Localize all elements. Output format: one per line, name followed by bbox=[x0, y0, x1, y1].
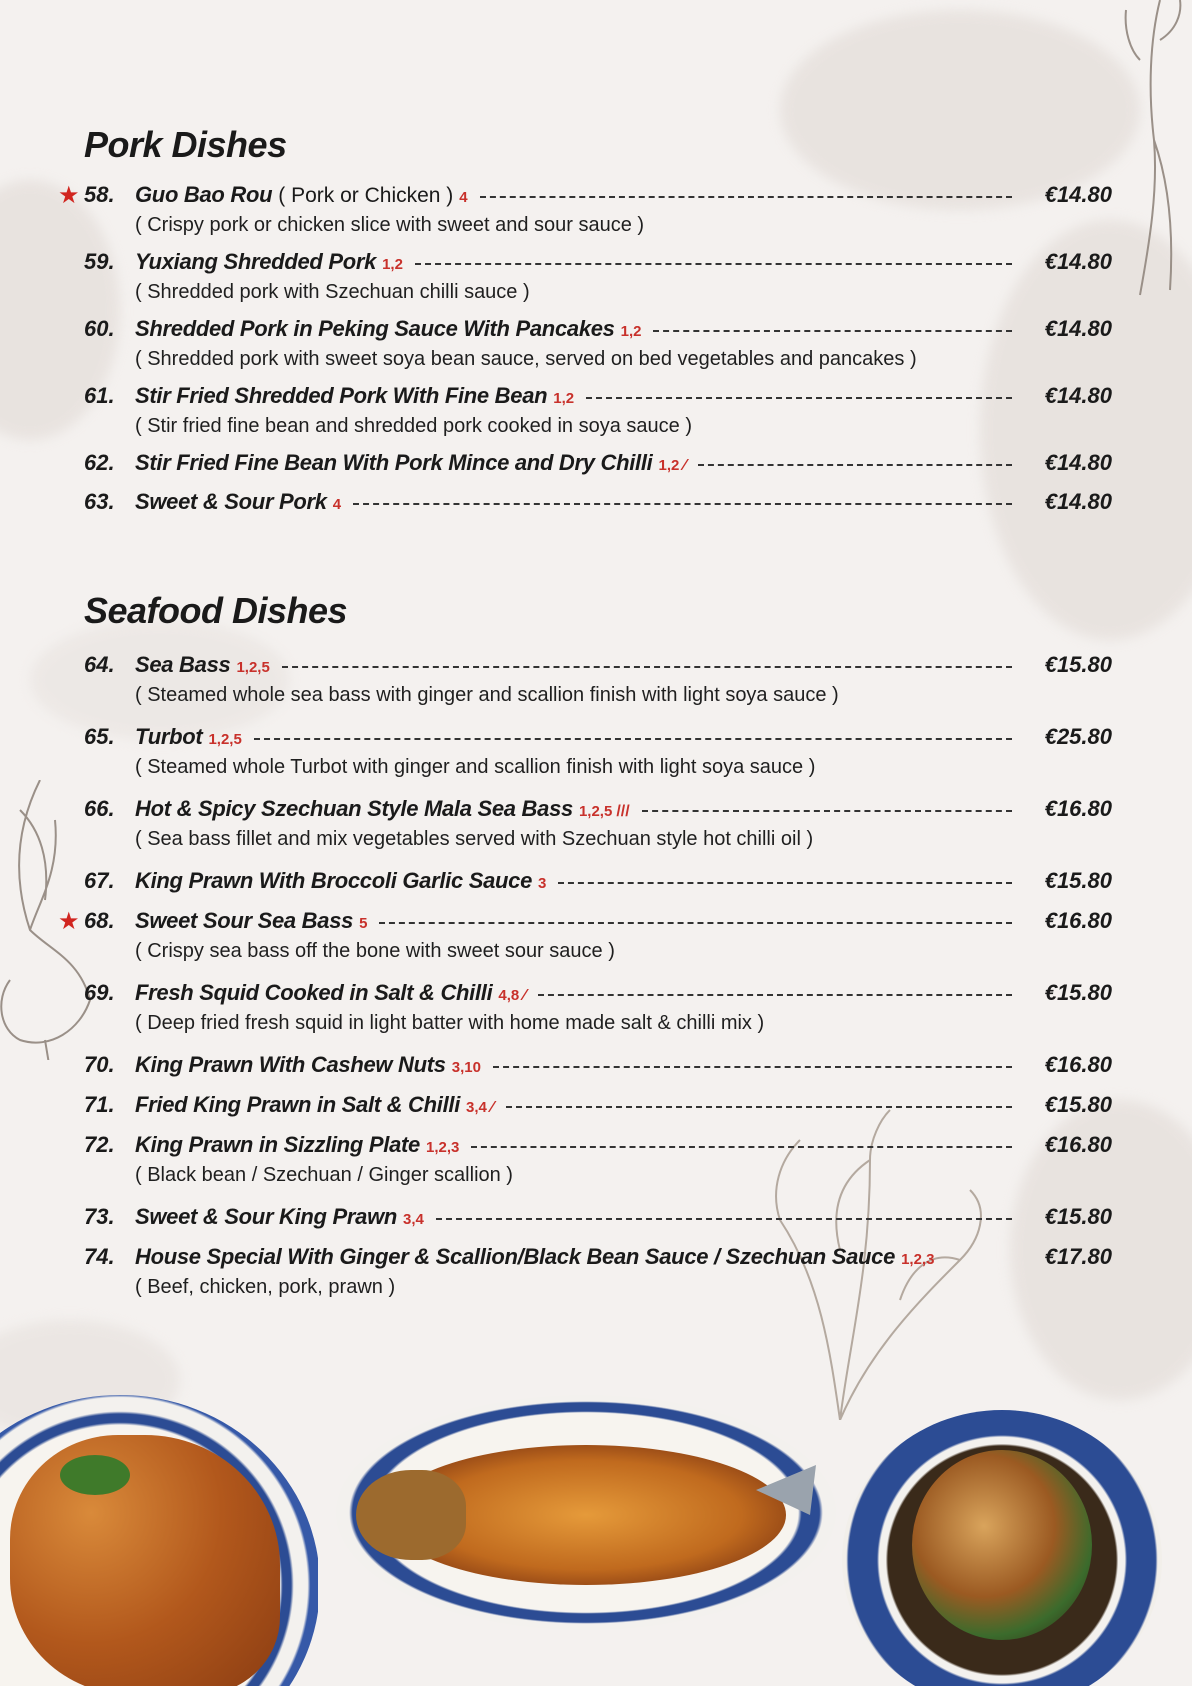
item-description: ( Sea bass fillet and mix vegetables served with Szechuan style hot chilli oil ) bbox=[135, 828, 814, 850]
allergen-codes: 1,2 bbox=[620, 323, 642, 340]
item-price: €15.80 bbox=[1044, 1092, 1112, 1117]
item-price: €14.80 bbox=[1044, 383, 1112, 408]
menu-item-head bbox=[0, 906, 1192, 940]
menu-item bbox=[0, 487, 1192, 521]
menu-item bbox=[0, 1202, 1192, 1236]
dotted-leader bbox=[538, 994, 1012, 996]
dotted-leader bbox=[415, 263, 1012, 265]
item-title-line bbox=[135, 1090, 1020, 1123]
item-title-line bbox=[135, 381, 1020, 414]
item-price: €14.80 bbox=[1044, 316, 1112, 341]
menu-item-head bbox=[0, 247, 1192, 281]
item-number: 65. bbox=[84, 724, 115, 749]
star-icon: ★ bbox=[58, 182, 80, 209]
menu-item bbox=[0, 650, 1192, 706]
allergen-codes: 4 bbox=[459, 189, 468, 206]
item-title-line bbox=[135, 794, 1020, 827]
menu-item-head bbox=[0, 1090, 1192, 1124]
allergen-codes: 1,2,5 bbox=[208, 731, 242, 748]
menu-item bbox=[0, 247, 1192, 303]
allergen-codes: 3,10 bbox=[451, 1059, 481, 1076]
menu-item bbox=[0, 448, 1192, 482]
menu-item bbox=[0, 1242, 1192, 1298]
item-price: €14.80 bbox=[1044, 182, 1112, 207]
item-number: 59. bbox=[84, 249, 115, 274]
item-price: €14.80 bbox=[1044, 489, 1112, 514]
allergen-codes: 3,4 bbox=[466, 1099, 487, 1116]
sesame-chicken-photo bbox=[0, 1395, 318, 1686]
item-number: 63. bbox=[84, 489, 115, 514]
menu-item bbox=[0, 180, 1192, 236]
menu-item-head bbox=[0, 866, 1192, 900]
sweet-sour-fish-photo bbox=[336, 1375, 846, 1635]
item-title-line bbox=[135, 650, 1020, 683]
dotted-leader bbox=[653, 330, 1012, 332]
item-name: Yuxiang Shredded Pork bbox=[135, 249, 377, 274]
allergen-codes: 1,2,5 bbox=[578, 803, 613, 820]
item-name: Turbot bbox=[135, 724, 203, 749]
allergen-codes: 1,2 bbox=[658, 457, 680, 474]
menu-item bbox=[0, 722, 1192, 778]
dotted-leader bbox=[558, 882, 1012, 884]
prawn-vegetable-photo bbox=[842, 1410, 1162, 1686]
dotted-leader bbox=[506, 1106, 1012, 1108]
menu-item-head bbox=[0, 1130, 1192, 1164]
item-title-line bbox=[135, 180, 1020, 213]
item-number: 58. bbox=[84, 182, 115, 207]
item-description: ( Deep fried fresh squid in light batter with home made salt & chilli mix ) bbox=[135, 1012, 765, 1034]
menu-item-head bbox=[0, 650, 1192, 684]
item-price: €17.80 bbox=[1044, 1244, 1112, 1269]
item-number: 60. bbox=[84, 316, 115, 341]
item-price: €16.80 bbox=[1044, 1052, 1112, 1077]
item-name: King Prawn With Cashew Nuts bbox=[135, 1052, 446, 1077]
menu-item-head bbox=[0, 794, 1192, 828]
item-name: Sweet Sour Sea Bass bbox=[135, 908, 354, 933]
dotted-leader bbox=[698, 464, 1012, 466]
menu-item-head bbox=[0, 314, 1192, 348]
menu-item-head bbox=[0, 1242, 1192, 1276]
dotted-leader bbox=[436, 1218, 1012, 1220]
item-title-line bbox=[135, 487, 1020, 520]
item-price: €14.80 bbox=[1044, 249, 1112, 274]
item-number: 68. bbox=[84, 908, 115, 933]
menu-item bbox=[0, 978, 1192, 1034]
item-price: €15.80 bbox=[1044, 980, 1112, 1005]
item-number: 67. bbox=[84, 868, 115, 893]
menu-item-head bbox=[0, 381, 1192, 415]
item-number: 70. bbox=[84, 1052, 115, 1077]
menu-item-head bbox=[0, 1050, 1192, 1084]
item-number: 66. bbox=[84, 796, 115, 821]
item-name: Shredded Pork in Peking Sauce With Pancakes bbox=[135, 316, 615, 341]
dotted-leader bbox=[471, 1146, 1012, 1148]
menu-item-head bbox=[0, 180, 1192, 214]
item-number: 62. bbox=[84, 450, 115, 475]
item-description: ( Crispy pork or chicken slice with sweet and sour sauce ) bbox=[135, 214, 645, 236]
menu-item bbox=[0, 1090, 1192, 1124]
item-description: ( Steamed whole Turbot with ginger and scallion finish with light soya sauce ) bbox=[135, 756, 816, 778]
item-number: 72. bbox=[84, 1132, 115, 1157]
menu-item bbox=[0, 1050, 1192, 1084]
allergen-codes: 1,2 bbox=[553, 390, 575, 407]
allergen-codes: 4,8 bbox=[498, 987, 520, 1004]
item-title-line bbox=[135, 722, 1020, 755]
dotted-leader bbox=[353, 503, 1012, 505]
item-title-line bbox=[135, 448, 1020, 481]
menu-item-head bbox=[0, 448, 1192, 482]
item-name: Hot & Spicy Szechuan Style Mala Sea Bass bbox=[135, 796, 573, 821]
item-price: €15.80 bbox=[1044, 652, 1112, 677]
chili-icon: ⁄ bbox=[523, 987, 526, 1004]
menu-item-head bbox=[0, 1202, 1192, 1236]
allergen-codes: 1,2 bbox=[382, 256, 403, 273]
menu-item bbox=[0, 1130, 1192, 1186]
item-name: Stir Fried Shredded Pork With Fine Bean bbox=[135, 383, 548, 408]
menu-item bbox=[0, 866, 1192, 900]
item-number: 64. bbox=[84, 652, 115, 677]
item-description: ( Beef, chicken, pork, prawn ) bbox=[135, 1276, 396, 1298]
item-name: Guo Bao Rou bbox=[135, 182, 273, 207]
item-title-line bbox=[135, 247, 1020, 280]
item-title-line bbox=[135, 1242, 1020, 1275]
item-description: ( Steamed whole sea bass with ginger and scallion finish with light soya sauce ) bbox=[135, 684, 839, 706]
item-price: €15.80 bbox=[1044, 1204, 1112, 1229]
item-price: €15.80 bbox=[1044, 868, 1112, 893]
item-title-line bbox=[135, 1130, 1020, 1163]
item-description: ( Crispy sea bass off the bone with sweet sour sauce ) bbox=[135, 940, 615, 962]
allergen-codes: 1,2,3 bbox=[901, 1251, 935, 1268]
item-number: 71. bbox=[84, 1092, 115, 1117]
item-title-line bbox=[135, 1050, 1020, 1083]
star-icon: ★ bbox=[58, 908, 80, 935]
chili-icon: ⁄ bbox=[490, 1099, 494, 1116]
item-price: €25.80 bbox=[1044, 724, 1112, 749]
item-title-line bbox=[135, 978, 1020, 1011]
item-name: Sweet & Sour King Prawn bbox=[135, 1204, 398, 1229]
item-description: ( Shredded pork with sweet soya bean sauce, served on bed vegetables and pancakes ) bbox=[135, 348, 917, 370]
allergen-codes: 1,2,5 bbox=[236, 659, 270, 676]
menu-item bbox=[0, 381, 1192, 437]
item-title-line bbox=[135, 314, 1020, 347]
item-name: Fresh Squid Cooked in Salt & Chilli bbox=[135, 980, 493, 1005]
item-number: 69. bbox=[84, 980, 115, 1005]
menu-item bbox=[0, 794, 1192, 850]
menu-item-head bbox=[0, 978, 1192, 1012]
item-title-line bbox=[135, 1202, 1020, 1235]
dotted-leader bbox=[642, 810, 1012, 812]
triple-chili-icon: /// bbox=[616, 803, 630, 820]
item-name: King Prawn in Sizzling Plate bbox=[135, 1132, 420, 1157]
item-option: ( Pork or Chicken ) bbox=[278, 184, 454, 207]
dotted-leader bbox=[586, 397, 1012, 399]
section-title-seafood: Seafood Dishes bbox=[84, 590, 348, 631]
dotted-leader bbox=[480, 196, 1012, 198]
allergen-codes: 5 bbox=[359, 915, 368, 932]
item-number: 74. bbox=[84, 1244, 115, 1269]
menu-item bbox=[0, 906, 1192, 962]
dotted-leader bbox=[379, 922, 1012, 924]
item-price: €16.80 bbox=[1044, 908, 1112, 933]
item-name: Fried King Prawn in Salt & Chilli bbox=[135, 1092, 461, 1117]
item-title-line bbox=[135, 906, 1020, 939]
dotted-leader bbox=[254, 738, 1012, 740]
allergen-codes: 4 bbox=[332, 496, 342, 513]
chili-icon: ⁄ bbox=[683, 457, 687, 474]
item-price: €16.80 bbox=[1044, 796, 1112, 821]
menu-item bbox=[0, 314, 1192, 370]
item-name: King Prawn With Broccoli Garlic Sauce bbox=[135, 868, 533, 893]
menu-item-head bbox=[0, 722, 1192, 756]
dotted-leader bbox=[493, 1066, 1012, 1068]
allergen-codes: 1,2,3 bbox=[425, 1139, 460, 1156]
item-price: €14.80 bbox=[1044, 450, 1112, 475]
dotted-leader bbox=[282, 666, 1012, 668]
section-title-pork: Pork Dishes bbox=[84, 124, 287, 165]
item-number: 61. bbox=[84, 383, 115, 408]
menu-item-head bbox=[0, 487, 1192, 521]
item-title-line bbox=[135, 866, 1020, 899]
item-description: ( Shredded pork with Szechuan chilli sauce ) bbox=[135, 281, 530, 303]
item-name: House Special With Ginger & Scallion/Black Bean Sauce / Szechuan Sauce bbox=[135, 1244, 896, 1269]
allergen-codes: 3 bbox=[538, 875, 547, 892]
item-description: ( Black bean / Szechuan / Ginger scallion ) bbox=[135, 1164, 513, 1186]
item-price: €16.80 bbox=[1044, 1132, 1112, 1157]
allergen-codes: 3,4 bbox=[403, 1211, 424, 1228]
item-name: Stir Fried Fine Bean With Pork Mince and Dry Chilli bbox=[135, 450, 653, 475]
item-description: ( Stir fried fine bean and shredded pork cooked in soya sauce ) bbox=[135, 415, 692, 437]
item-name: Sea Bass bbox=[135, 652, 231, 677]
item-number: 73. bbox=[84, 1204, 115, 1229]
item-name: Sweet & Sour Pork bbox=[135, 489, 327, 514]
